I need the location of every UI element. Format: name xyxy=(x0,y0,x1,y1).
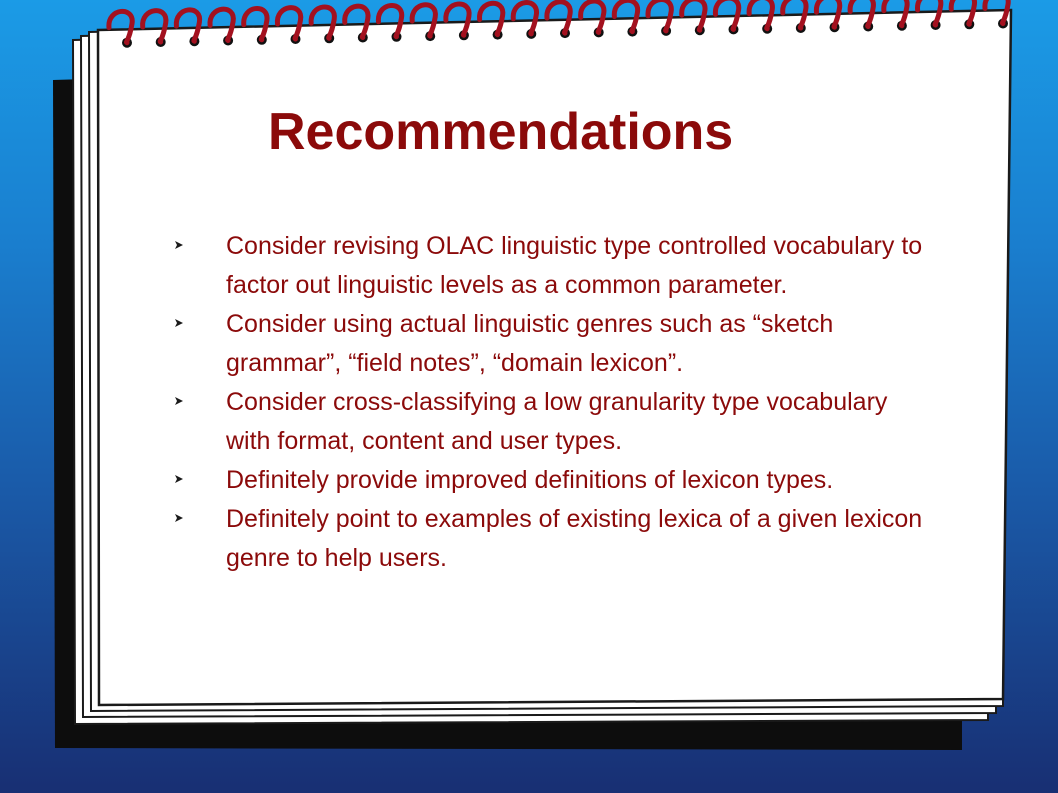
arrowhead-bullet-icon xyxy=(174,513,184,523)
bullet-text: Consider cross-classifying a low granularity type vocabulary with format, content and user types. xyxy=(226,388,888,455)
arrowhead-bullet-icon xyxy=(174,396,184,406)
bullet-text: Consider using actual linguistic genres such as “sketch grammar”, “field notes”, “domain lexicon”. xyxy=(226,310,834,377)
arrowhead-bullet-icon xyxy=(174,318,184,328)
bullet-text: Consider revising OLAC linguistic type controlled vocabulary to factor out linguistic levels as a common parameter. xyxy=(226,232,923,299)
bullet-text: Definitely provide improved definitions of lexicon types. xyxy=(226,466,834,494)
list-item xyxy=(174,383,934,461)
bullet-text: Definitely point to examples of existing lexica of a given lexicon genre to help users. xyxy=(226,505,923,572)
list-item xyxy=(174,461,934,500)
list-item xyxy=(174,500,934,578)
slide-title: Recommendations xyxy=(268,103,734,161)
list-item xyxy=(174,227,934,305)
recommendation-list xyxy=(174,227,934,578)
arrowhead-bullet-icon xyxy=(174,474,184,484)
arrowhead-bullet-icon xyxy=(174,240,184,250)
list-item xyxy=(174,305,934,383)
